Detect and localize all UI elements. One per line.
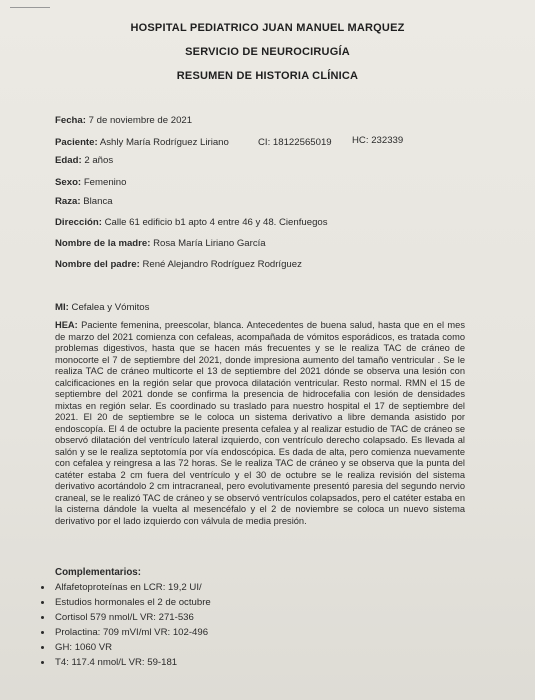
fecha-label: Fecha: bbox=[55, 115, 86, 126]
hea-label: HEA: bbox=[55, 320, 78, 330]
list-item: • Prolactina: 709 mVI/ml VR: 102-496 bbox=[53, 625, 211, 640]
paciente-label: Paciente: bbox=[55, 137, 98, 148]
document-title: RESUMEN DE HISTORIA CLÍNICA bbox=[176, 70, 359, 82]
paciente-value: Ashly María Rodríguez Liriano bbox=[99, 137, 229, 148]
direccion-field bbox=[55, 217, 328, 228]
direccion-value: Calle 61 edificio b1 apto 4 entre 46 y 48. Cienfuegos bbox=[104, 217, 328, 228]
fecha-value: 7 de noviembre de 2021 bbox=[88, 115, 193, 126]
hea-paragraph bbox=[55, 320, 465, 527]
sexo-label: Sexo: bbox=[55, 177, 82, 188]
hospital-name: HOSPITAL PEDIATRICO JUAN MANUEL MARQUEZ bbox=[130, 22, 405, 34]
list-item: • Estudios hormonales el 2 de octubre bbox=[53, 595, 211, 610]
hea-text: Paciente femenina, preescolar, blanca. Antecedentes de buena salud, hasta que en el mes de marzo del 2021 comienza con cefaleas, acompañada de vómitos esporádicos, es tratada como problemas digestivos, hasta que se hacen más frecuentes y se le realiza TAC de cráneo de monocorte el 7 de septiembre del 2021, donde impresiona aumento del tamaño ventricular . Se le realiza TAC de cráneo multicorte el 13 de septiembre del 2021 dónde se observa una lesión con calcificaciones en la región selar que provoca dilatación ventricular. Resto normal. RMN el 15 de septiembre del 2021 donde se confirma la presencia de hidrocefalia con lesión de densidades mixtas en región selar. Es coordinado su traslado para nuestro hospital el 17 de septiembre del 2021. El 20 de septiembre se le coloca un sistema derivativo a libre demanda asistido por endoscopía. El 4 de octubre la paciente presenta cefalea y al realizar estudio de TAC de cráneo se observó dilatación del ventrículo lateral izquierdo, con ventrículo derecho colapsado. Es llevada al salón y se le realiza septotomía por vía endoscópica. Es dada de alta, pero comienza nuevamente con cefalea y reingresa a las 72 horas. Se le realiza TAC de cráneo y se observa que la punta del catéter estaba 2 cm fuera del ventrículo y el 30 de octubre se le realiza revisión del sistema derivativo acortándolo 2 cm intracraneal, pero evolutivamente presentó paresia del segundo nervio craneal, se le realizó TAC de cráneo y se observó ventrículos colapsados, pero el catéter estaba en la cisterna dándole la vuelta al mesencéfalo y el 2 de noviembre se coloca un nuevo sistema derivativo por el lado izquierdo con válvula de media presión. bbox=[55, 320, 465, 526]
fecha-field bbox=[55, 115, 192, 126]
padre-value: René Alejandro Rodríguez Rodríguez bbox=[142, 259, 302, 270]
raza-value: Blanca bbox=[83, 196, 113, 207]
madre-value: Rosa María Liriano García bbox=[153, 238, 266, 249]
mi-label: MI: bbox=[55, 302, 69, 313]
raza-label: Raza: bbox=[55, 196, 81, 207]
top-rule bbox=[10, 7, 50, 8]
madre-label: Nombre de la madre: bbox=[55, 238, 151, 249]
madre-field bbox=[55, 238, 266, 249]
sexo-value: Femenino bbox=[83, 177, 127, 188]
list-item: • Cortisol 579 nmol/L VR: 271-536 bbox=[53, 610, 211, 625]
paciente-field bbox=[55, 137, 229, 148]
edad-label: Edad: bbox=[55, 155, 82, 166]
list-item: • T4: 117.4 nmol/L VR: 59-181 bbox=[53, 655, 211, 670]
document-header bbox=[0, 22, 535, 94]
padre-label: Nombre del padre: bbox=[55, 259, 140, 270]
ci-value: CI: 18122565019 bbox=[258, 137, 332, 148]
edad-field bbox=[55, 155, 113, 166]
sexo-field bbox=[55, 177, 126, 188]
service-name: SERVICIO DE NEUROCIRUGÍA bbox=[185, 46, 350, 58]
list-item: • GH: 1060 VR bbox=[53, 640, 211, 655]
padre-field bbox=[55, 259, 302, 270]
mi-section bbox=[55, 302, 149, 313]
list-item: • Alfafetoproteínas en LCR: 19,2 UI/ bbox=[53, 580, 211, 595]
raza-field bbox=[55, 196, 113, 207]
complementarios-list bbox=[36, 580, 211, 670]
direccion-label: Dirección: bbox=[55, 217, 102, 228]
hc-value: HC: 232339 bbox=[352, 135, 404, 146]
mi-text: Cefalea y Vómitos bbox=[71, 302, 150, 313]
complementarios-title: Complementarios: bbox=[55, 567, 142, 578]
edad-value: 2 años bbox=[84, 155, 114, 166]
